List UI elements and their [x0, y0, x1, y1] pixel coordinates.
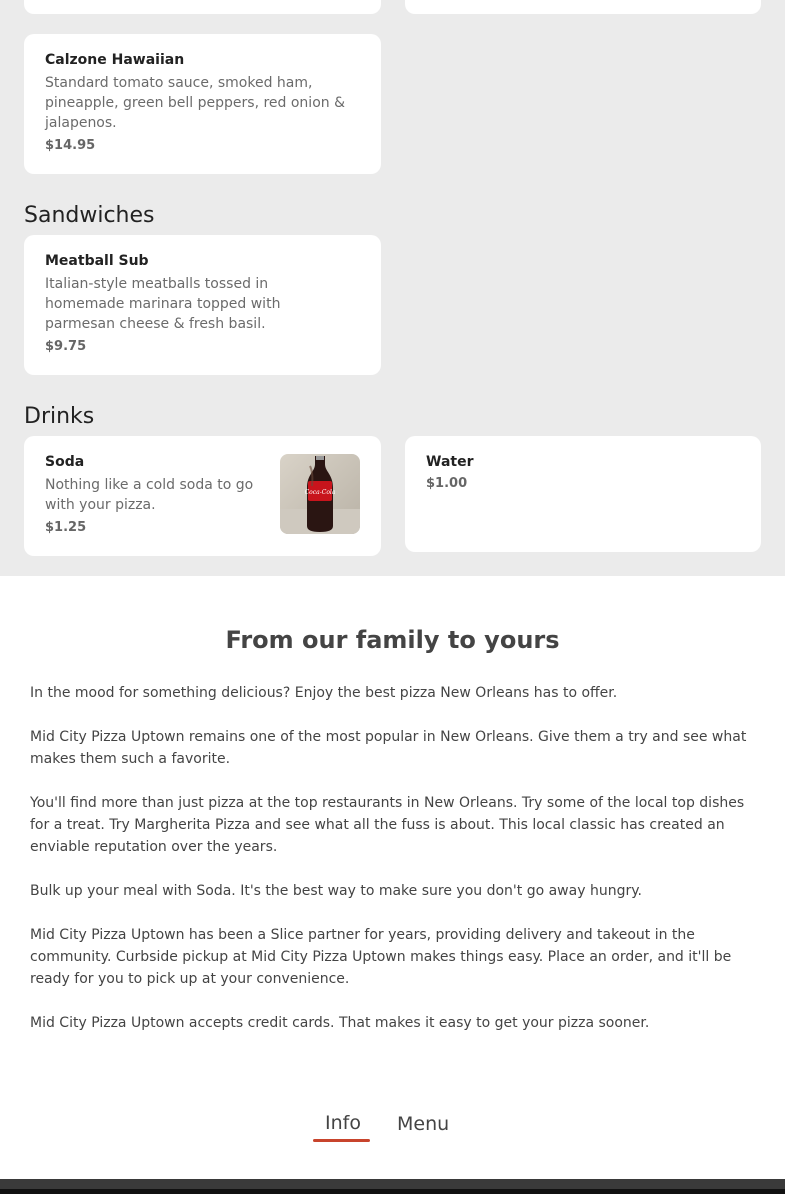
item-name: Meatball Sub — [45, 253, 149, 269]
soda-image — [280, 454, 360, 534]
about-paragraph: In the mood for something delicious? Enjoy the best pizza New Orleans has to offer. — [30, 685, 618, 701]
about-paragraph: Mid City Pizza Uptown has been a Slice partner for years, providing delivery and takeout in the community. Curbside pickup at Mid City Pizza Uptown makes things easy. Place an order, and it'll be ready for you to pick up at your convenience. — [30, 927, 732, 987]
about-paragraph: Mid City Pizza Uptown remains one of the most popular in New Orleans. Give them a try and see what makes them such a favorite. — [30, 729, 747, 767]
item-price: $1.00 — [426, 476, 468, 491]
footer-dark-strip — [0, 1189, 785, 1194]
section-title-sandwiches: Sandwiches — [24, 203, 155, 228]
about-paragraph: You'll find more than just pizza at the top restaurants in New Orleans. Try some of the local top dishes for a treat. Try Margherita Pizza and see what all the fuss is about. This local classic has created an enviable reputation over the years. — [30, 795, 745, 855]
footer-bar — [0, 1179, 785, 1194]
item-description: Standard tomato sauce, smoked ham, pineapple, green bell peppers, red onion & jalapenos. — [45, 75, 346, 131]
item-name: Water — [426, 454, 474, 470]
menu-item-card-partial-right[interactable] — [405, 0, 761, 14]
bottom-tabs — [0, 1108, 785, 1148]
menu-item-calzone-hawaiian[interactable] — [24, 34, 381, 174]
section-title-drinks: Drinks — [24, 404, 95, 429]
menu-area — [0, 0, 785, 576]
item-name: Soda — [45, 454, 85, 470]
item-name: Calzone Hawaiian — [45, 52, 185, 68]
tab-info[interactable]: Info — [325, 1112, 361, 1134]
about-heading: From our family to yours — [225, 626, 560, 654]
tab-menu[interactable]: Menu — [397, 1113, 450, 1135]
soda-image-label: Coca-Cola — [304, 489, 336, 496]
item-price: $9.75 — [45, 339, 87, 354]
item-price: $14.95 — [45, 138, 96, 153]
active-tab-indicator — [313, 1139, 370, 1142]
item-description: Nothing like a cold soda to go with your pizza. — [45, 477, 254, 513]
about-paragraph: Bulk up your meal with Soda. It's the best way to make sure you don't go away hungry. — [30, 883, 642, 899]
menu-item-meatball-sub[interactable] — [24, 235, 381, 375]
item-description: Italian-style meatballs tossed in homemade marinara topped with parmesan cheese & fresh basil. — [45, 276, 281, 332]
about-paragraph: Mid City Pizza Uptown accepts credit cards. That makes it easy to get your pizza sooner. — [30, 1015, 650, 1031]
menu-item-soda[interactable] — [24, 436, 381, 556]
item-price: $1.25 — [45, 520, 87, 535]
menu-item-card-partial-left[interactable] — [24, 0, 381, 14]
menu-item-water[interactable] — [405, 436, 761, 552]
